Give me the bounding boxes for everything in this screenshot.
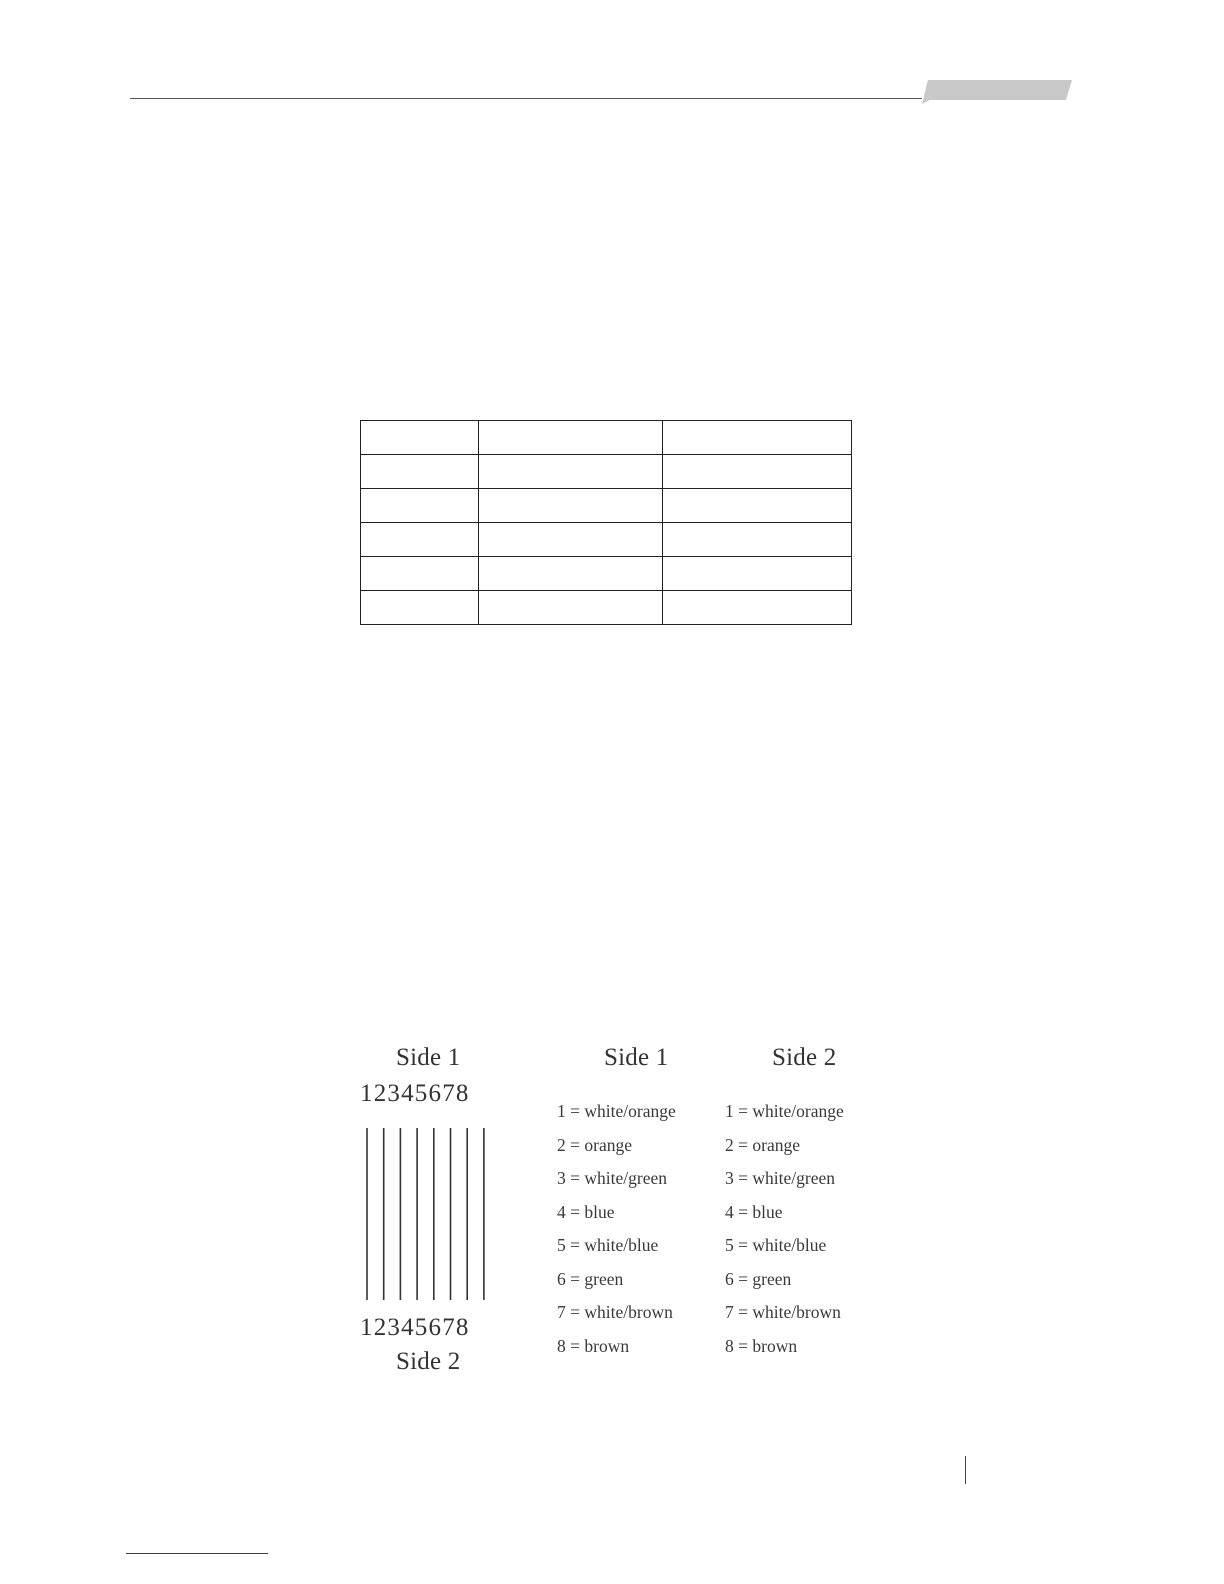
diagram-top-side-title: Side 1 bbox=[396, 1044, 461, 1071]
table-cell bbox=[479, 523, 663, 557]
table-cell bbox=[361, 523, 479, 557]
table-row bbox=[361, 591, 852, 625]
spec-table bbox=[360, 420, 852, 625]
side1-legend-title: Side 1 bbox=[604, 1044, 669, 1071]
table-row bbox=[361, 557, 852, 591]
side1-pin-item: 3 = white/green bbox=[557, 1168, 667, 1188]
table-cell bbox=[361, 489, 479, 523]
pin-numbers-bottom: 12345678 bbox=[360, 1314, 470, 1341]
side2-pin-item: 7 = white/brown bbox=[725, 1302, 841, 1322]
side1-pin-item: 4 = blue bbox=[557, 1202, 615, 1222]
wire-lines bbox=[360, 1128, 492, 1300]
side1-pin-item: 1 = white/orange bbox=[557, 1101, 676, 1121]
table-row bbox=[361, 489, 852, 523]
table-cell bbox=[361, 557, 479, 591]
table-cell bbox=[663, 489, 852, 523]
table-cell bbox=[663, 523, 852, 557]
table-row bbox=[361, 455, 852, 489]
side2-legend-title: Side 2 bbox=[772, 1044, 837, 1071]
footer-link-underline[interactable] bbox=[126, 1553, 268, 1554]
table-row bbox=[361, 421, 852, 455]
table-cell bbox=[479, 489, 663, 523]
table-cell bbox=[361, 591, 479, 625]
table-cell bbox=[663, 591, 852, 625]
table-cell bbox=[361, 421, 479, 455]
side1-pin-item: 6 = green bbox=[557, 1269, 624, 1289]
table-cell bbox=[663, 421, 852, 455]
table-cell bbox=[479, 455, 663, 489]
table-cell bbox=[479, 557, 663, 591]
pin-numbers-top: 12345678 bbox=[360, 1080, 470, 1107]
side1-pin-item: 7 = white/brown bbox=[557, 1302, 673, 1322]
side2-pin-item: 4 = blue bbox=[725, 1202, 783, 1222]
side2-pin-item: 1 = white/orange bbox=[725, 1101, 844, 1121]
header-rule bbox=[130, 98, 922, 99]
table-cell bbox=[479, 421, 663, 455]
side2-pin-item: 3 = white/green bbox=[725, 1168, 835, 1188]
side1-pin-item: 8 = brown bbox=[557, 1336, 630, 1356]
table-cell bbox=[663, 557, 852, 591]
side1-pin-item: 2 = orange bbox=[557, 1135, 632, 1155]
diagram-bottom-side-title: Side 2 bbox=[396, 1348, 461, 1375]
side2-pin-item: 8 = brown bbox=[725, 1336, 798, 1356]
page-number-divider bbox=[965, 1456, 966, 1484]
table-cell bbox=[479, 591, 663, 625]
side1-pin-item: 5 = white/blue bbox=[557, 1235, 659, 1255]
header-tab-decoration bbox=[920, 80, 1072, 104]
table-cell bbox=[361, 455, 479, 489]
table-row bbox=[361, 523, 852, 557]
side2-pin-item: 2 = orange bbox=[725, 1135, 800, 1155]
side2-pin-item: 5 = white/blue bbox=[725, 1235, 827, 1255]
table-cell bbox=[663, 455, 852, 489]
side2-pin-item: 6 = green bbox=[725, 1269, 792, 1289]
